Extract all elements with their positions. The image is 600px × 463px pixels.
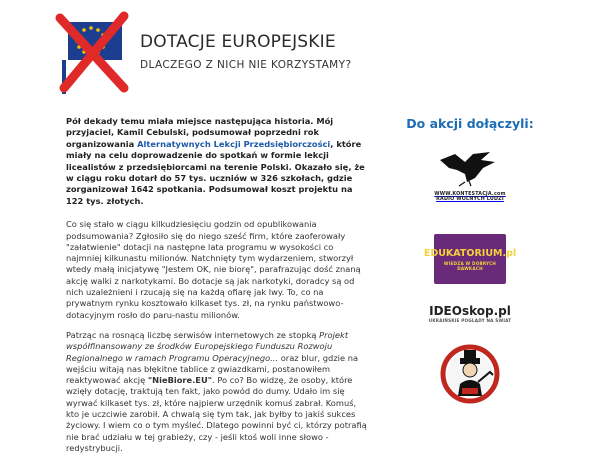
crow-icon [435,148,505,188]
article-paragraph-1: Co się stało w ciągu kilkudziesięciu godzin od opublikowania podsumowania? Zgłosiło się do niego sześć firm, które zaoferowały "załatwienie" dotacji na następne lata programu w wysokości co najmniej kilkunastu milionów. Natchnięty tym wydarzeniem, stworzył wtedy małą inicjatywę "Jestem OK, nie biorę", parafrazując dość znaną akcję walki z narkotykami. Bo dotacje są jak narkotyki, doradcy są od nich uzależnieni i rzucają się na każdą ofiarę jak lwy. To, co na prywatnym rynku kosztowało kilkaset tys. zł, na rynku państwowo-dotacyjnym rosło do paru-nastu milionów. [66,219,361,320]
sidebar-title: Do akcji dołączyli: [406,116,534,131]
partner-edukatorium[interactable] [400,234,540,286]
partner-ideoskop[interactable] [400,304,540,336]
partner-illustration[interactable] [400,344,540,404]
partner-tagline: UKRAIŃSKIE POGLĄDY NA ŚWIAT [428,318,512,323]
footer-quote: Projekt współfinansowany ze środków Europejskiego Funduszu Rozwoju Regionalnego w ramach Programu Operacyjnego... [66,329,349,363]
eu-flag-crossed-logo [54,8,134,98]
article-paragraph-2: Patrząc na rosnącą liczbę serwisów internetowych ze stopką Projekt współfinansowany ze środków Europejskiego Funduszu Rozwoju Regionalnego w ramach Programu Operacyjnego... oraz blur, gdzie na wejściu witają nas błękitne tablice z gwiazdkami, postanowiłem reaktywować akcję "NieBiore.EU". Po co? Bo widzę, że osoby, które wzięły dotację, traktują ten fakt, jako powód do dumy. Udało im się wyrwać kilkaset tys. zł, które najpierw urzędnik komuś zabrał. Komuś, kto je uczciwie zarobił. A chwalą się tym tak, jak byłby to jakiś sukces życiowy. I wiem co o tym myśleć. Dlatego powinni być ci, którzy potrafią nie brać udziału w tej grabieży, czy - jeśli ktoś woli inne słowo - redystrybucji. [66,329,367,453]
partner-name: EDUKATORIUM.pl [423,247,517,259]
partner-name: IDEOskop.pl [429,304,511,318]
sidebar [400,116,540,323]
site-title: DOTACJE EUROPEJSKIE [140,32,336,52]
partner-tagline: WIEDZA W DOBRYCH DAWKACH [443,260,497,271]
article [66,116,368,463]
edukatorium-badge [423,234,517,284]
site-subtitle: DLACZEGO Z NICH NIE KORZYSTAMY? [140,59,352,71]
alp-link[interactable]: Alternatywnych Lekcji Przedsiębiorczości [137,138,331,149]
partner-name: WWW.KONTESTACJA.com [434,192,506,197]
cartoon-figure-icon [440,344,500,404]
partner-tagline: RADIO WOLNYCH LUDZI [436,197,504,202]
article-lead: Pół dekady temu miała miejsce następująca historia. Mój przyjaciel, Kamil Cebulski, podsumował poprzedni rok organizowania Alternatywnych Lekcji Przedsiębiorczości, które miały na celu doprowadzenie do spotkań w formie lekcji licealistów z przedsiębiorcami na terenie Polski. Okazało się, że w ciągu roku dotarł do 57 tys. uczniów w 326 szkołach, gdzie zorganizował 1642 spotkania. Podsumował koszt projektu na 122 tys. złotych. [66,116,365,206]
partner-kontestacja[interactable] [400,148,540,210]
niebiore-label: "NieBiore.EU" [147,375,213,386]
